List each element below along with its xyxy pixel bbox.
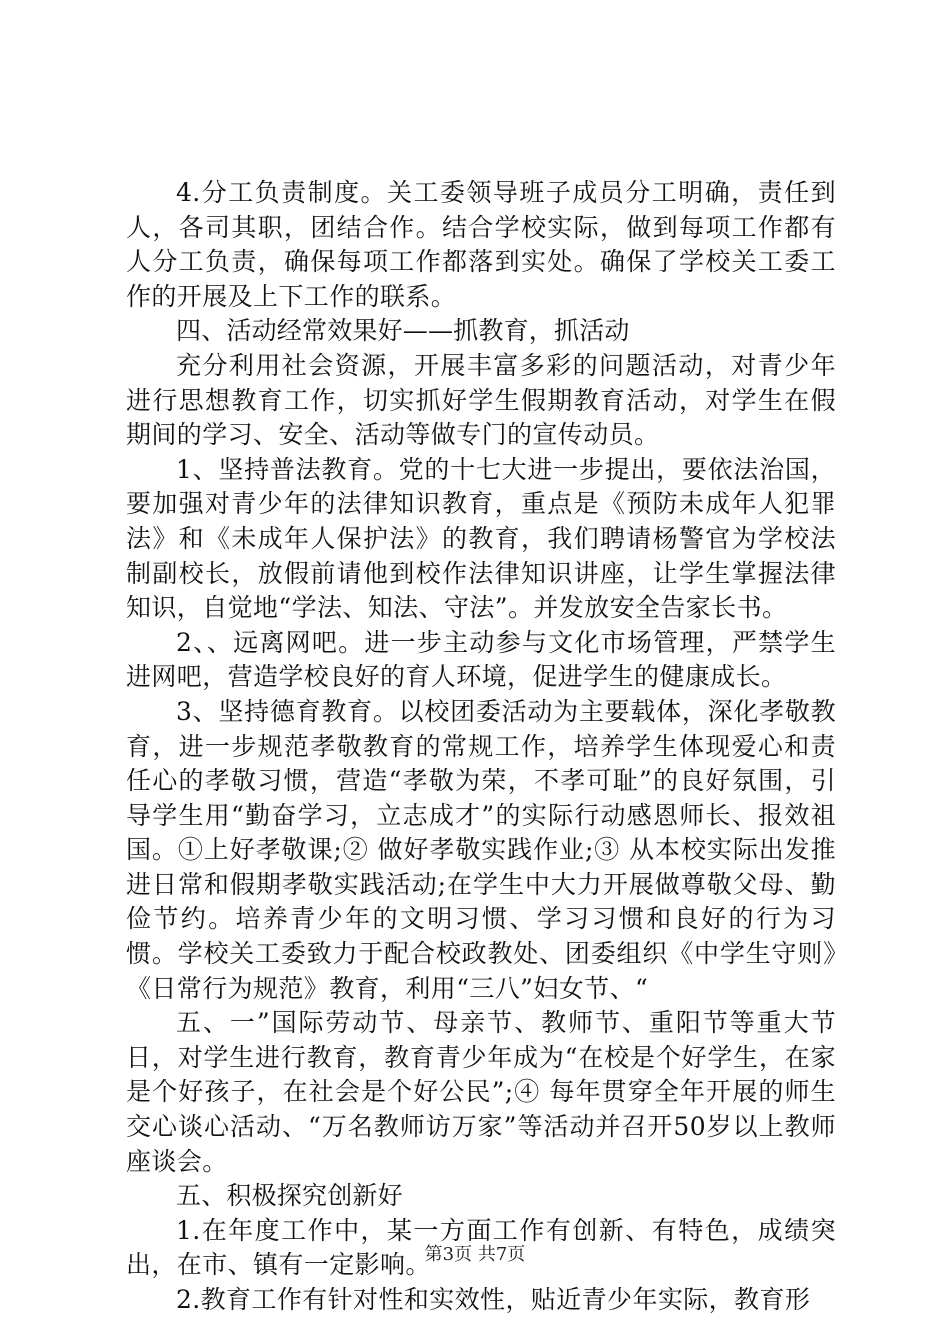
section-heading-activities: 四、活动经常效果好——抓教育，抓活动 <box>176 316 630 346</box>
document-body <box>126 176 836 1318</box>
paragraph-internet-cafe: 2、、远离网吧。进一步主动参与文化市场管理，严禁学生进网吧，营造学校良好的育人环境，促进学生的健康成长。 <box>126 627 836 692</box>
page-number-footer: 第3页 共7页 <box>424 1244 526 1265</box>
paragraph-law-education: 1、坚持普法教育。党的十七大进一步提出，要依法治国，要加强对青少年的法律知识教育，重点是《预防未成年人犯罪法》和《未成年人保护法》的教育，我们聘请杨警官为学校法制副校长，放假前请他到校作法律知识讲座，让学生掌握法律知识，自觉地“学法、知法、守法”。并发放安全告家长书。 <box>126 454 836 623</box>
section-heading-innovation: 五、积极探究创新好 <box>176 1181 403 1211</box>
paragraph-social-resources: 充分利用社会资源，开展丰富多彩的问题活动，对青少年进行思想教育工作，切实抓好学生假期教育活动，对学生在假期间的学习、安全、活动等做专门的宣传动员。 <box>126 350 836 450</box>
paragraph-moral-education: 3、坚持德育教育。以校团委活动为主要载体，深化孝敬教育，进一步规范孝敬教育的常规工作，培养学生体现爱心和责任心的孝敬习惯，营造“孝敬为荣，不孝可耻”的良好氛围，引导学生用“勤奋学习，立志成才”的实际行动感恩师长、报效祖国。①上好孝敬课;② 做好孝敬实践作业;③ 从本校实际出发推进日常和假期孝敬实践活动;在学生中大力开展做尊敬父母、勤俭节约。培养青少年的文明习惯、学习习惯和良好的行为习惯。学校关工委致力于配合校政教处、团委组织《中学生守则》《日常行为规范》教育，利用“三八”妇女节、“ <box>126 696 836 1003</box>
paragraph-division-of-duties: 4.分工负责制度。关工委领导班子成员分工明确，责任到人，各司其职，团结合作。结合学校实际，做到每项工作都有人分工负责，确保每项工作都落到实处。确保了学校关工委工作的开展及上下工作的联系。 <box>126 178 836 311</box>
paragraph-innovation-2: 2.教育工作有针对性和实效性，贴近青少年实际，教育形 <box>176 1285 811 1314</box>
paragraph-innovation-1: 1.在年度工作中，某一方面工作有创新、有特色，成绩突出，在市、镇有一定影响。 <box>126 1215 836 1280</box>
paragraph-holiday-education: 五、一”国际劳动节、母亲节、教师节、重阳节等重大节日，对学生进行教育，教育青少年成为“在校是个好学生，在家是个好孩子，在社会是个好公民”;④ 每年贯穿全年开展的师生交心谈心活动、“万名教师访万家”等活动并召开50岁以上教师座谈会。 <box>126 1008 836 1176</box>
